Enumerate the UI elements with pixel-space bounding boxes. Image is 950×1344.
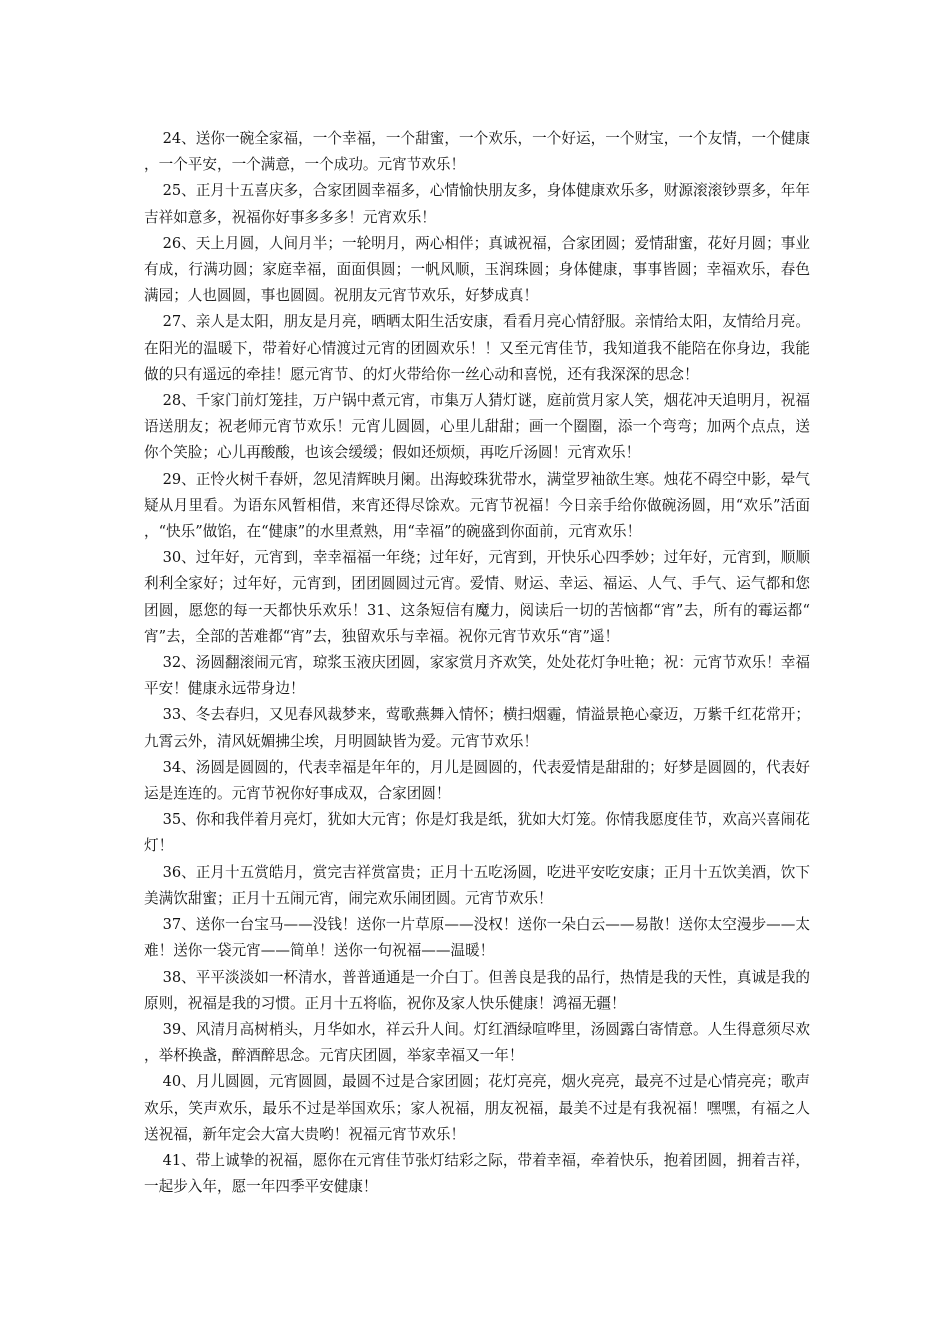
paragraph-29: 29、正怜火树千春妍，忽见清辉映月阑。出海蛟珠犹带水，满堂罗袖欲生寒。烛花不碍空中影，晕气疑从月里看。为语东风暂相借，来宵还得尽馀欢。元宵节祝福！今日亲手给你做碗汤圆，用“欢乐”活面，“快乐”做馅，在“健康”的水里煮熟，用“幸福”的碗盛到你面前，元宵欢乐！ [144, 470, 810, 541]
paragraph-37: 37、送你一台宝马——没钱！送你一片草原——没权！送你一朵白云——易散！送你太空漫步——太难！送你一袋元宵——简单！送你一句祝福——温暖！ [144, 916, 810, 960]
paragraph-41: 41、带上诚挚的祝福，愿你在元宵佳节张灯结彩之际，带着幸福，牵着快乐，抱着团圆，拥着吉祥，一起步入年，愿一年四季平安健康！ [144, 1151, 810, 1196]
paragraph-24: 24、送你一碗全家福，一个幸福，一个甜蜜，一个欢乐，一个好运，一个财宝，一个友情，一个健康，一个平安，一个满意，一个成功。元宵节欢乐！ [144, 130, 810, 174]
paragraph-34: 34、汤圆是圆圆的，代表幸福是年年的，月儿是圆圆的，代表爱情是甜甜的；好梦是圆圆的，代表好运是连连的。元宵节祝你好事成双，合家团圆！ [144, 758, 810, 803]
paragraph-30-31: 30、过年好，元宵到，幸幸福福一年绕；过年好，元宵到，开快乐心四季妙；过年好，元宵到，顺顺利利全家好；过年好，元宵到，团团圆圆过元宵。爱情、财运、幸运、福运、人气、手气、运气都和您团圆，愿您的每一天都快乐欢乐！31、这条短信有魔力，阅读后一切的苦恼都“宵”去，所有的霉运都“宵”去，全部的苦难都“宵”去，独留欢乐与幸福。祝你元宵节欢乐“宵”遥！ [144, 549, 810, 645]
paragraph-40: 40、月儿圆圆，元宵圆圆，最圆不过是合家团圆；花灯亮亮，烟火亮亮，最亮不过是心情亮亮；歌声欢乐，笑声欢乐，最乐不过是举国欢乐；家人祝福，朋友祝福，最美不过是有我祝福！嘿嘿，有福之人送祝福，新年定会大富大贵哟！祝福元宵节欢乐！ [144, 1073, 810, 1143]
paragraph-32: 32、汤圆翻滚闹元宵，琼浆玉液庆团圆，家家赏月齐欢笑，处处花灯争吐艳；祝：元宵节欢乐！幸福平安！健康永远带身边！ [144, 654, 810, 698]
paragraph-35: 35、你和我伴着月亮灯，犹如大元宵；你是灯我是纸，犹如大灯笼。你情我愿度佳节，欢高兴喜闹花灯！ [144, 811, 810, 855]
paragraph-27: 27、亲人是太阳，朋友是月亮，晒晒太阳生活安康，看看月亮心情舒服。亲情给太阳，友情给月亮。在阳光的温暖下，带着好心情渡过元宵的团圆欢乐！！又至元宵佳节，我知道我不能陪在你身边，我能做的只有遥远的牵挂！愿元宵节、的灯火带给你一丝心动和喜悦，还有我深深的思念！ [144, 313, 810, 383]
paragraph-36: 36、正月十五赏皓月，赏完吉祥赏富贵；正月十五吃汤圆，吃进平安吃安康；正月十五饮美酒，饮下美满饮甜蜜；正月十五闹元宵，闹完欢乐闹团圆。元宵节欢乐！ [144, 863, 810, 907]
paragraph-28: 28、千家门前灯笼挂，万户锅中煮元宵，市集万人猜灯谜，庭前赏月家人笑，烟花冲天追明月，祝福语送朋友；祝老师元宵节欢乐！元宵儿圆圆，心里儿甜甜；画一个圈圈，添一个弯弯；加两个点点，送你个笑脸；心儿再酸酸，也该会缓缓；假如还烦烦，再吃斤汤圆！元宵欢乐！ [144, 392, 810, 462]
paragraph-38: 38、平平淡淡如一杯清水，普普通通是一介白丁。但善良是我的品行，热情是我的天性，真诚是我的原则，祝福是我的习惯。正月十五将临，祝你及家人快乐健康！鸿福无疆！ [144, 968, 810, 1012]
document-body [144, 126, 810, 1200]
paragraph-25: 25、正月十五喜庆多，合家团圆幸福多，心情愉快朋友多，身体健康欢乐多，财源滚滚钞票多，年年吉祥如意多，祝福你好事多多多！元宵欢乐！ [144, 182, 810, 226]
paragraph-33: 33、冬去春归，又见春风裁梦来，莺歌燕舞入情怀；横扫烟霾，情溢景艳心豪迈，万紫千红花常开；九霄云外，清风妩媚拂尘埃，月明圆缺皆为爱。元宵节欢乐！ [144, 706, 810, 750]
paragraph-39: 39、风清月高树梢头，月华如水，祥云升人间。灯红酒绿喧哗里，汤圆露白寄情意。人生得意须尽欢，举杯换盏，醉酒醉思念。元宵庆团圆，举家幸福又一年！ [144, 1020, 810, 1065]
paragraph-26: 26、天上月圆，人间月半；一轮明月，两心相伴；真诚祝福，合家团圆；爱情甜蜜，花好月圆；事业有成，行满功圆；家庭幸福，面面俱圆；一帆风顺，玉润珠圆；身体健康，事事皆圆；幸福欢乐，春色满园；人也圆圆，事也圆圆。祝朋友元宵节欢乐，好梦成真！ [144, 234, 810, 305]
